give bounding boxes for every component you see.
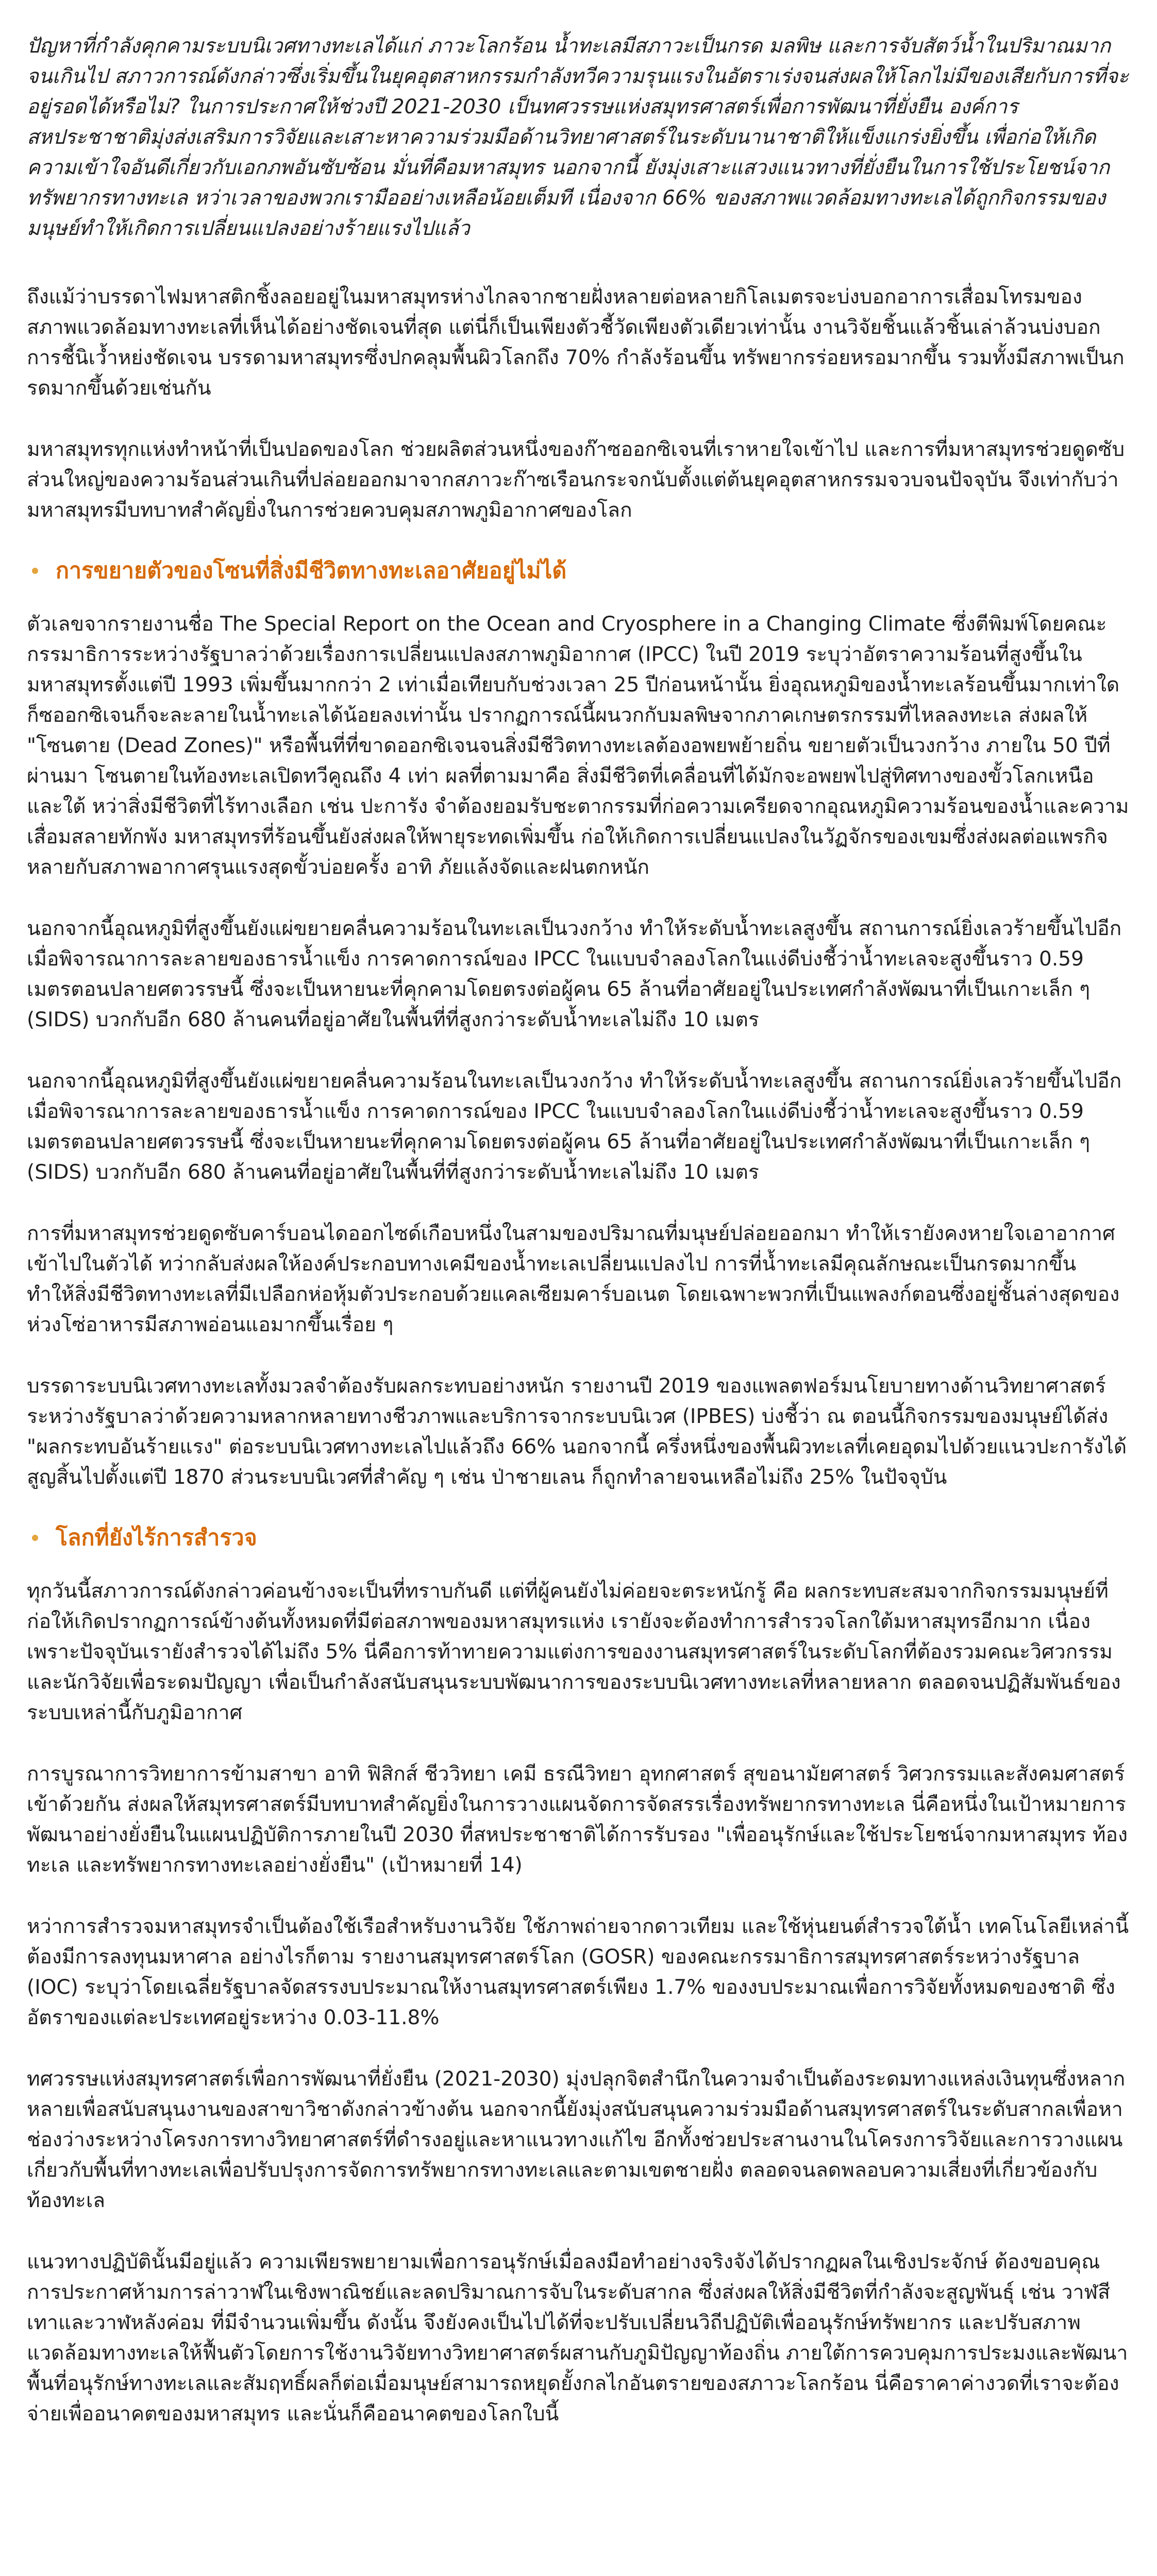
bullet-dot-icon xyxy=(32,568,38,574)
section-heading xyxy=(27,1523,1130,1552)
section-title: โลกที่ยังไร้การสำรวจ xyxy=(56,1525,257,1551)
article-content xyxy=(27,31,1130,2460)
body-paragraph: มหาสมุทรทุกแห่งทำหน้าที่เป็นปอดของโลก ช่วยผลิตส่วนหนึ่งของก๊าซออกซิเจนที่เราหายใจเข้าไป และการที่มหาสมุทรช่วยดูดซับส่วนใหญ่ของความร้อนส่วนเกินที่ปล่อยออกมาจากสภาวะก๊าซเรือนกระจกนับตั้งแต่ต้นยุคอุตสาหกรรมจวบจนปัจจุบัน จึงเท่ากับว่ามหาสมุทรมีบทบาทสำคัญยิ่งในการช่วยควบคุมสภาพภูมิอากาศของโลก xyxy=(27,438,1125,522)
body-paragraph: การที่มหาสมุทรช่วยดูดซับคาร์บอนไดออกไซด์เกือบหนึ่งในสามของปริมาณที่มนุษย์ปล่อยออกมา ทำให้เรายังคงหายใจเอาอากาศเข้าไปในตัวได้ ทว่ากลับส่งผลให้องค์ประกอบทางเคมีของน้ำทะเลเปลี่ยนแปลงไป การที่น้ำทะเลมีคุณลักษณะเป็นกรดมากขึ้น ทำให้สิ่งมีชีวิตทางทะเลที่มีเปลือกห่อหุ้มตัวประกอบด้วยแคลเซียมคาร์บอเนต โดยเฉพาะพวกที่เป็นแพลงก์ตอนซึ่งอยู่ชั้นล่างสุดของห่วงโซ่อาหารมีสภาพอ่อนแอมากขึ้นเรื่อย ๆ xyxy=(27,1222,1120,1336)
bullet-dot-icon xyxy=(32,1535,38,1541)
section-heading xyxy=(27,556,1130,585)
body-paragraph: หว่าการสำรวจมหาสมุทรจำเป็นต้องใช้เรือสำหรับงานวิจัย ใช้ภาพถ่ายจากดาวเทียม และใช้หุ่นยนต์สำรวจใต้น้ำ เทคโนโลยีเหล่านี้ต้องมีการลงทุนมหาศาล อย่างไรก็ตาม รายงานสมุทรศาสตร์โลก (GOSR) ของคณะกรรมาธิการสมุทรศาสตร์ระหว่างรัฐบาล (IOC) ระบุว่าโดยเฉลี่ยรัฐบาลจัดสรรงบประมาณให้งานสมุทรศาสตร์เพียง 1.7% ของงบประมาณเพื่อการวิจัยทั้งหมดของชาติ ซึ่งอัตราของแต่ละประเทศอยู่ระหว่าง 0.03-11.8% xyxy=(27,1915,1129,2029)
body-paragraph: ถึงแม้ว่าบรรดาไฟมหาสติกชิ้งลอยอยู่ในมหาสมุทรห่างไกลจากชายฝั่งหลายต่อหลายกิโลเมตรจะบ่งบอกอาการเสื่อมโทรมของสภาพแวดล้อมทางทะเลที่เห็นได้อย่างชัดเจนที่สุด แต่นี่ก็เป็นเพียงตัวชี้วัดเพียงตัวเดียวเท่านั้น งานวิจัยชิ้นแล้วชิ้นเล่าล้วนบ่งบอกการชี้นิเว้ำหย่งชัดเจน บรรดามหาสมุทรซึ่งปกคลุมพื้นผิวโลกถึง 70% กำลังร้อนขึ้น ทรัพยากรร่อยหรอมากขึ้น รวมทั้งมีสภาพเป็นกรดมากขึ้นด้วยเช่นกัน xyxy=(27,285,1125,400)
section-title: การขยายตัวของโซนที่สิ่งมีชีวิตทางทะเลอาศัยอยู่ไม่ได้ xyxy=(56,558,567,584)
body-paragraph: นอกจากนี้อุณหภูมิที่สูงขึ้นยังแผ่ขยายคลื่นความร้อนในทะเลเป็นวงกว้าง ทำให้ระดับน้ำทะเลสูงขึ้น สถานการณ์ยิ่งเลวร้ายขึ้นไปอีกเมื่อพิจารณาการละลายของธารน้ำแข็ง การคาดการณ์ของ IPCC ในแบบจำลองโลกในแง่ดีบ่งชี้ว่าน้ำทะเลจะสูงขึ้นราว 0.59 เมตรตอนปลายศตวรรษนี้ ซึ่งจะเป็นหายนะที่คุกคามโดยตรงต่อผู้คน 65 ล้านที่อาศัยอยู่ในประเทศกำลังพัฒนาที่เป็นเกาะเล็ก ๆ (SIDS) บวกกับอีก 680 ล้านคนที่อยู่อาศัยในพื้นที่ที่สูงกว่าระดับน้ำทะเลไม่ถึง 10 เมตร xyxy=(27,1070,1122,1184)
body-paragraph: บรรดาระบบนิเวศทางทะเลทั้งมวลจำต้องรับผลกระทบอย่างหนัก รายงานปี 2019 ของแพลตฟอร์มนโยบายทางด้านวิทยาศาสตร์ระหว่างรัฐบาลว่าด้วยความหลากหลายทางชีวภาพและบริการจากระบบนิเวศ (IPBES) บ่งชี้ว่า ณ ตอนนี้กิจกรรมของมนุษย์ได้ส่ง "ผลกระทบอันร้ายแรง" ต่อระบบนิเวศทางทะเลไปแล้วถึง 66% นอกจากนี้ ครึ่งหนึ่งของพื้นผิวทะเลที่เคยอุดมไปด้วยแนวปะการังได้สูญสิ้นไปตั้งแต่ปี 1870 ส่วนระบบนิเวศที่สำคัญ ๆ เช่น ป่าชายเลน ก็ถูกทำลายจนเหลือไม่ถึง 25% ในปัจจุบัน xyxy=(27,1375,1127,1489)
body-paragraph: แนวทางปฏิบัตินั้นมีอยู่แล้ว ความเพียรพยายามเพื่อการอนุรักษ์เมื่อลงมือทำอย่างจริงจังได้ปรากฏผลในเชิงประจักษ์ ต้องขอบคุณการประกาศห้ามการล่าวาฬในเชิงพาณิชย์และลดปริมาณการจับในระดับสากล ซึ่งส่งผลให้สิ่งมีชีวิตที่กำลังจะสูญพันธุ์ เช่น วาฬสีเทาและวาฬหลังค่อม ที่มีจำนวนเพิ่มขึ้น ดังนั้น จึงยังคงเป็นไปได้ที่จะปรับเปลี่ยนวิถีปฏิบัติเพื่ออนุรักษ์ทรัพยากร และปรับสภาพแวดล้อมทางทะเลให้ฟื้นตัวโดยการใช้งานวิจัยทางวิทยาศาสตร์ผสานกับภูมิปัญญาท้องถิ่น ภายใต้การควบคุมการประมงและพัฒนาพื้นที่อนุรักษ์ทางทะเลและสัมฤทธิ์ผลก็ต่อเมื่อมนุษย์สามารถหยุดยั้งกลไกอันตรายของสภาวะโลกร้อน นี่คือราคาค่างวดที่เราจะต้องจ่ายเพื่ออนาคตของมหาสมุทร และนั่นก็คืออนาคตของโลกใบนี้ xyxy=(27,2250,1128,2426)
body-paragraph: การบูรณาการวิทยาการข้ามสาขา อาทิ ฟิสิกส์ ชีววิทยา เคมี ธรณีวิทยา อุทกศาสตร์ สุขอนามัยศาสตร์ วิศวกรรมและสังคมศาสตร์เข้าด้วยกัน ส่งผลให้สมุทรศาสตร์มีบทบาทสำคัญยิ่งในการวางแผนจัดการจัดสรรเรื่องทรัพยากรทางทะเล นี่คือหนึ่งในเป้าหมายการพัฒนาอย่างยั่งยืนในแผนปฏิบัติการภายในปี 2030 ที่สหประชาชาติได้การรับรอง "เพื่ออนุรักษ์และใช้ประโยชน์จากมหาสมุทร ท้องทะเล และทรัพยากรทางทะเลอย่างยั่งยืน" (เป้าหมายที่ 14) xyxy=(27,1762,1128,1877)
lead-paragraph: ปัญหาที่กำลังคุกคามระบบนิเวศทางทะเลได้แก่ ภาวะโลกร้อน น้ำทะเลมีสภาวะเป็นกรด มลพิษ และการจับสัตว์น้ำในปริมาณมากจนเกินไป สภาวการณ์ดังกล่าวซึ่งเริ่มขึ้นในยุคอุตสาหกรรมกำลังทวีความรุนแรงในอัตราเร่งจนส่งผลให้โลกไม่มีของเสียกับการที่จะอยู่รอดได้หรือไม่? ในการประกาศให้ช่วงปี 2021-2030 เป็นทศวรรษแห่งสมุทรศาสตร์เพื่อการพัฒนาที่ยั่งยืน องค์การสหประชาชาติมุ่งส่งเสริมการวิจัยและเสาะหาความร่วมมือด้านวิทยาศาสตร์ในระดับนานาชาติให้แข็งแกร่งยิ่งขึ้น เพื่อก่อให้เกิดความเข้าใจอันดีเกี่ยวกับเอกภพอันซับซ้อน มั่นที่คือมหาสมุทร นอกจากนี้ ยังมุ่งเสาะแสวงแนวทางที่ยั่งยืนในการใช้ประโยชน์จากทรัพยากรทางทะเล หว่าเวลาของพวกเรามืออย่างเหลือน้อยเต็มที เนื่องจาก 66% ของสภาพแวดล้อมทางทะเลได้ถูกกิจกรรมของมนุษย์ทำให้เกิดการเปลี่ยนแปลงอย่างร้ายแรงไปแล้ว xyxy=(27,35,1129,240)
body-paragraph: ทุกวันนี้สภาวการณ์ดังกล่าวค่อนข้างจะเป็นที่ทราบกันดี แต่ที่ผู้คนยังไม่ค่อยจะตระหนักรู้ คือ ผลกระทบสะสมจากกิจกรรมมนุษย์ที่ก่อให้เกิดปรากฏการณ์ข้างต้นทั้งหมดที่มีต่อสภาพของมหาสมุทรแห่ง เรายังจะต้องทำการสำรวจโลกใต้มหาสมุทรอีกมาก เนื่องเพราะปัจจุบันเรายังสำรวจได้ไม่ถึง 5% นี่คือการท้าทายความแต่งการของงานสมุทรศาสตร์ในระดับโลกที่ต้องรวมคณะวิศวกรรมและนักวิจัยเพื่อระดมปัญญา เพื่อเป็นกำลังสนับสนุนระบบพัฒนาการของระบบนิเวศทางทะเลที่หลายหลาก ตลอดจนปฏิสัมพันธ์ของระบบเหล่านี้กับภูมิอากาศ xyxy=(27,1580,1121,1724)
body-paragraph: ตัวเลขจากรายงานชื่อ The Special Report on the Ocean and Cryosphere in a Changing Climate ซึ่งตีพิมพ์โดยคณะกรรมาธิการระหว่างรัฐบาลว่าด้วยเรื่องการเปลี่ยนแปลงสภาพภูมิอากาศ (IPCC) ในปี 2019 ระบุว่าอัตราความร้อนที่สูงขึ้นในมหาสมุทรตั้งแต่ปี 1993 เพิ่มขึ้นมากกว่า 2 เท่าเมื่อเทียบกับช่วงเวลา 25 ปีก่อนหน้านั้น ยิ่งอุณหภูมิของน้ำทะเลร้อนขึ้นมากเท่าใด ก็ซออกซิเจนก็จะละลายในน้ำทะเลได้น้อยลงเท่านั้น ปรากฏการณ์นี้ผนวกกับมลพิษจากภาคเกษตรกรรมที่ไหลลงทะเล ส่งผลให้ "โซนตาย (Dead Zones)" หรือพื้นที่ที่ขาดออกซิเจนจนสิ่งมีชีวิตทางทะเลต้องอพยพย้ายถิ่น ขยายตัวเป็นวงกว้าง ภายใน 50 ปีที่ผ่านมา โซนตายในท้องทะเลเปิดทวีคูณถึง 4 เท่า ผลที่ตามมาคือ สิ่งมีชีวิตที่เคลื่อนที่ได้มักจะอพยพไปสู่ทิศทางของขั้วโลกเหนือและใต้ หว่าสิ่งมีชีวิตที่ไร้ทางเลือก เช่น ปะการัง จำต้องยอมรับชะตากรรมที่ก่อความเครียดจากอุณหภูมิความร้อนของน้ำและความเสื่อมสลายทักพัง มหาสมุทรที่ร้อนขึ้นยังส่งผลให้พายุระทดเพิ่มขึ้น ก่อให้เกิดการเปลี่ยนแปลงในวัฏจักรของเขมซึ่งส่งผลต่อแพรกิจหลายกับสภาพอากาศรุนแรงสุดขั้วบ่อยครั้ง อาทิ ภัยแล้งจัดและฝนตกหนัก xyxy=(27,613,1129,879)
body-paragraph: นอกจากนี้อุณหภูมิที่สูงขึ้นยังแผ่ขยายคลื่นความร้อนในทะเลเป็นวงกว้าง ทำให้ระดับน้ำทะเลสูงขึ้น สถานการณ์ยิ่งเลวร้ายขึ้นไปอีกเมื่อพิจารณาการละลายของธารน้ำแข็ง การคาดการณ์ของ IPCC ในแบบจำลองโลกในแง่ดีบ่งชี้ว่าน้ำทะเลจะสูงขึ้นราว 0.59 เมตรตอนปลายศตวรรษนี้ ซึ่งจะเป็นหายนะที่คุกคามโดยตรงต่อผู้คน 65 ล้านที่อาศัยอยู่ในประเทศกำลังพัฒนาที่เป็นเกาะเล็ก ๆ (SIDS) บวกกับอีก 680 ล้านคนที่อยู่อาศัยในพื้นที่ที่สูงกว่าระดับน้ำทะเลไม่ถึง 10 เมตร xyxy=(27,917,1122,1031)
body-paragraph: ทศวรรษแห่งสมุทรศาสตร์เพื่อการพัฒนาที่ยั่งยืน (2021-2030) มุ่งปลุกจิตสำนึกในความจำเป็นต้องระดมทางแหล่งเงินทุนซึ่งหลากหลายเพื่อสนับสนุนงานของสาขาวิชาดังกล่าวข้างต้น นอกจากนี้ยังมุ่งสนับสนุนความร่วมมือด้านสมุทรศาสตร์ในระดับสากลเพื่อหาช่องว่างระหว่างโครงการทางวิทยาศาสตร์ที่ดำรงอยู่และหาแนวทางแก้ไข อีกทั้งช่วยประสานงานในโครงการวิจัยและการวางแผนเกี่ยวกับพื้นที่ทางทะเลเพื่อปรับปรุงการจัดการทรัพยากรทางทะเลและตามเขตชายฝั่ง ตลอดจนลดพลอบความเสี่ยงที่เกี่ยวข้องกับท้องทะเล xyxy=(27,2067,1126,2212)
